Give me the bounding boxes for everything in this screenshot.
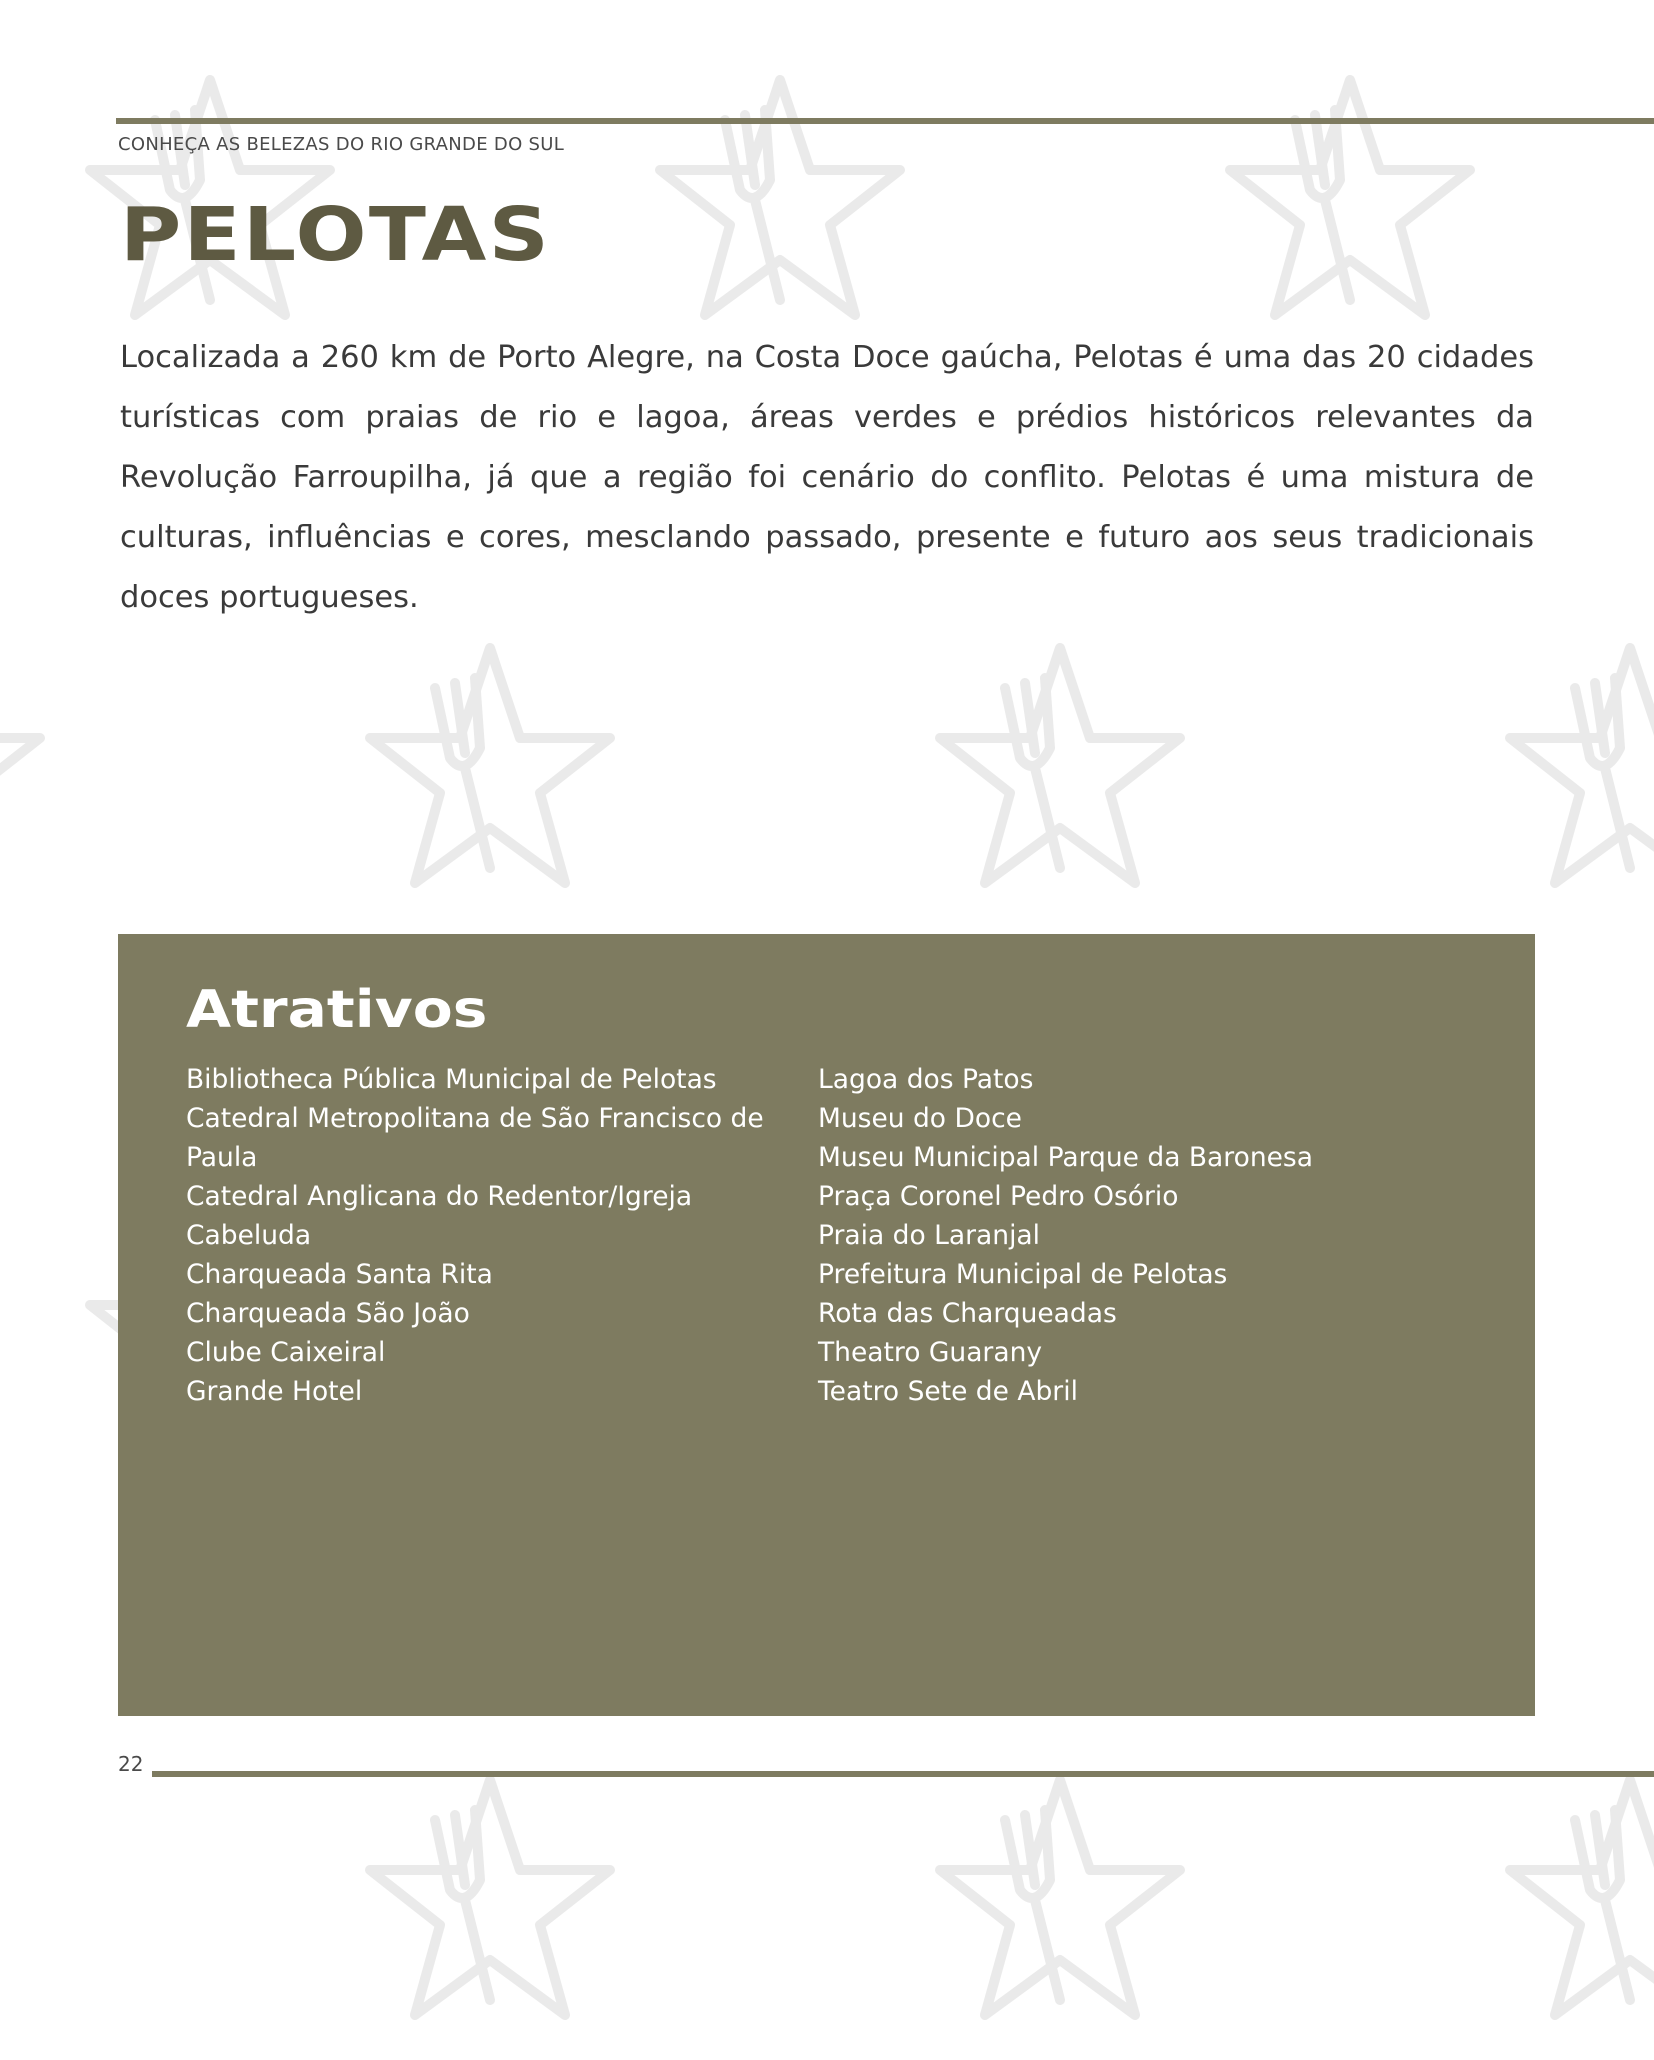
watermark-icon [1480, 1760, 1654, 2060]
watermark-icon [340, 628, 640, 928]
watermark-icon [910, 628, 1210, 928]
attraction-item: Rota das Charqueadas [818, 1298, 1117, 1329]
attraction-item: Catedral Metropolitana de São Francisco de Paula [186, 1103, 764, 1173]
intro-paragraph: Localizada a 260 km de Porto Alegre, na Costa Doce gaúcha, Pelotas é uma das 20 cidades turísticas com praias de rio e lagoa, áreas verdes e prédios históricos relevantes da Revolução Farroupilha, já que a região foi cenário do conflito. Pelotas é uma mistura de culturas, influências e cores, mesclando passado, presente e futuro aos seus tradicionais doces portugueses. [120, 340, 1534, 615]
attraction-item: Grande Hotel [186, 1376, 363, 1407]
attraction-item: Museu do Doce [818, 1103, 1022, 1134]
attraction-item: Theatro Guarany [818, 1337, 1043, 1368]
attraction-item: Catedral Anglicana do Redentor/Igreja Cabeluda [186, 1181, 693, 1251]
attraction-item: Prefeitura Municipal de Pelotas [818, 1259, 1228, 1290]
watermark-icon [1200, 60, 1500, 360]
attraction-item: Museu Municipal Parque da Baronesa [818, 1142, 1313, 1173]
watermark-icon [910, 1760, 1210, 2060]
attractions-list-right [818, 1060, 1508, 1411]
page-title: PELOTAS [120, 192, 552, 278]
watermark-icon [630, 60, 930, 360]
attraction-item: Charqueada Santa Rita [186, 1259, 493, 1290]
attraction-item: Clube Caixeiral [186, 1337, 386, 1368]
attraction-item: Bibliotheca Pública Municipal de Pelotas [186, 1064, 717, 1095]
attraction-item: Charqueada São João [186, 1298, 470, 1329]
watermark-icon [1480, 628, 1654, 928]
top-rule [116, 118, 1654, 124]
page-number: 22 [118, 1752, 144, 1776]
attraction-item: Praça Coronel Pedro Osório [818, 1181, 1179, 1212]
attraction-item: Teatro Sete de Abril [818, 1376, 1078, 1407]
watermark-icon [0, 628, 70, 928]
attraction-item: Praia do Laranjal [818, 1220, 1041, 1251]
bottom-rule [152, 1771, 1654, 1777]
watermark-icon [340, 1760, 640, 2060]
attractions-title: Atrativos [186, 980, 488, 1040]
section-kicker: CONHEÇA AS BELEZAS DO RIO GRANDE DO SUL [118, 134, 565, 155]
attraction-item: Lagoa dos Patos [818, 1064, 1034, 1095]
attractions-list-left [186, 1060, 806, 1411]
attractions-panel [118, 934, 1535, 1716]
